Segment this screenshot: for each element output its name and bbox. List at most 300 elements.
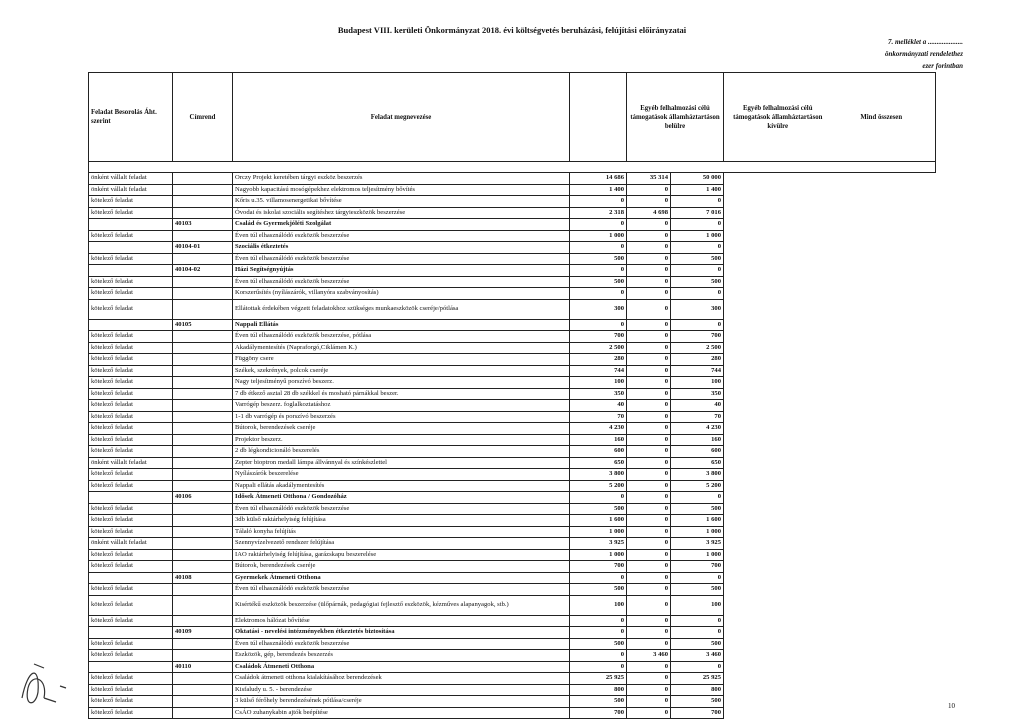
cell-type: kötelező feladat — [89, 684, 173, 696]
cell-empty — [724, 265, 936, 277]
cell-type: kötelező feladat — [89, 276, 173, 288]
cell-code: 40103 — [173, 219, 233, 231]
cell-name: Kisértékű eszközök beszerzése (ülőpárnák, pedagógiai fejlesztő eszközök, kézműves alapanyagok, stb.) — [233, 595, 570, 615]
cell-outside: 0 — [627, 469, 671, 481]
cell-inside: 800 — [570, 684, 627, 696]
cell-outside: 0 — [627, 526, 671, 538]
cell-outside: 0 — [627, 288, 671, 300]
cell-type — [89, 265, 173, 277]
cell-code: 40109 — [173, 627, 233, 639]
cell-outside: 35 314 — [627, 173, 671, 185]
cell-total: 3 800 — [671, 469, 724, 481]
section-row — [89, 219, 936, 231]
cell-total: 3 925 — [671, 538, 724, 550]
cell-type: kötelező feladat — [89, 342, 173, 354]
cell-code — [173, 276, 233, 288]
cell-outside: 0 — [627, 684, 671, 696]
cell-type: kötelező feladat — [89, 411, 173, 423]
cell-type: kötelező feladat — [89, 253, 173, 265]
cell-type: kötelező feladat — [89, 207, 173, 219]
cell-name: Házi Segítségnyújtás — [233, 265, 570, 277]
cell-type — [89, 661, 173, 673]
cell-code — [173, 638, 233, 650]
cell-outside: 0 — [627, 595, 671, 615]
cell-total: 50 000 — [671, 173, 724, 185]
cell-code — [173, 434, 233, 446]
cell-outside: 0 — [627, 515, 671, 527]
cell-outside: 0 — [627, 627, 671, 639]
cell-inside: 650 — [570, 457, 627, 469]
cell-type: kötelező feladat — [89, 365, 173, 377]
cell-name: Korszerűsítés (nyílászárók, villanyóra szabványosítás) — [233, 288, 570, 300]
cell-inside: 100 — [570, 595, 627, 615]
cell-code — [173, 377, 233, 389]
cell-type: kötelező feladat — [89, 377, 173, 389]
budget-table — [88, 72, 936, 719]
cell-code: 40108 — [173, 572, 233, 584]
cell-inside: 1 600 — [570, 515, 627, 527]
table-row — [89, 595, 936, 615]
cell-total: 0 — [671, 615, 724, 627]
cell-outside: 0 — [627, 354, 671, 366]
unit-label: ezer forintban — [922, 62, 963, 70]
cell-code — [173, 469, 233, 481]
cell-code — [173, 446, 233, 458]
cell-name: Nappali ellátás akadálymentesítés — [233, 480, 570, 492]
cell-inside: 1 000 — [570, 526, 627, 538]
cell-code — [173, 549, 233, 561]
cell-total: 0 — [671, 572, 724, 584]
cell-inside: 500 — [570, 253, 627, 265]
section-row — [89, 242, 936, 254]
cell-outside: 0 — [627, 480, 671, 492]
cell-name: Eszközök, gép, berendezés beszerzés — [233, 650, 570, 662]
cell-type: kötelező feladat — [89, 584, 173, 596]
cell-total: 1 000 — [671, 549, 724, 561]
cell-inside: 2 500 — [570, 342, 627, 354]
cell-empty — [724, 173, 936, 185]
cell-empty — [724, 673, 936, 685]
cell-name: Éven túl elhasználódó eszközök beszerzése — [233, 230, 570, 242]
cell-code — [173, 207, 233, 219]
cell-total: 500 — [671, 253, 724, 265]
cell-total: 500 — [671, 696, 724, 708]
table-row — [89, 184, 936, 196]
cell-empty — [724, 342, 936, 354]
section-row — [89, 661, 936, 673]
decree-label: önkormányzati rendelethez — [885, 50, 963, 58]
table-row — [89, 638, 936, 650]
cell-inside: 0 — [570, 288, 627, 300]
cell-empty — [724, 377, 936, 389]
cell-inside: 0 — [570, 265, 627, 277]
cell-inside: 500 — [570, 696, 627, 708]
cell-empty — [724, 515, 936, 527]
cell-type: kötelező feladat — [89, 400, 173, 412]
cell-empty — [724, 549, 936, 561]
cell-name: Családok Átmeneti Otthona — [233, 661, 570, 673]
cell-code — [173, 423, 233, 435]
cell-total: 1 000 — [671, 526, 724, 538]
table-row — [89, 365, 936, 377]
cell-total: 100 — [671, 595, 724, 615]
cell-empty — [724, 319, 936, 331]
cell-empty — [724, 503, 936, 515]
cell-inside: 5 200 — [570, 480, 627, 492]
cell-total: 100 — [671, 377, 724, 389]
cell-outside: 0 — [627, 434, 671, 446]
col-header-outside: Egyéb felhalmozási célú támogatások államháztartáson kívülre — [733, 104, 823, 130]
cell-type: kötelező feladat — [89, 515, 173, 527]
cell-total: 4 230 — [671, 423, 724, 435]
cell-type: önként vállalt feladat — [89, 538, 173, 550]
cell-inside: 25 925 — [570, 673, 627, 685]
table-row — [89, 207, 936, 219]
cell-inside: 0 — [570, 627, 627, 639]
cell-empty — [724, 572, 936, 584]
cell-name: Tálaló konyha felújítás — [233, 526, 570, 538]
cell-name: 1-1 db varrógép és porszívó beszerzés — [233, 411, 570, 423]
cell-total: 280 — [671, 354, 724, 366]
cell-outside: 0 — [627, 377, 671, 389]
cell-code — [173, 561, 233, 573]
cell-inside: 3 800 — [570, 469, 627, 481]
cell-inside: 100 — [570, 377, 627, 389]
cell-code — [173, 253, 233, 265]
cell-outside: 0 — [627, 219, 671, 231]
cell-empty — [724, 650, 936, 662]
cell-inside: 0 — [570, 650, 627, 662]
cell-type — [89, 242, 173, 254]
cell-outside: 0 — [627, 388, 671, 400]
cell-code — [173, 173, 233, 185]
cell-empty — [724, 365, 936, 377]
section-row — [89, 265, 936, 277]
cell-name: Család és Gyermekjóléti Szolgálat — [233, 219, 570, 231]
col-header-inside-text: Egyéb felhalmozási célú támogatások államháztartáson belülre — [627, 73, 724, 162]
spacer-row — [89, 162, 936, 173]
cell-name: Függöny csere — [233, 354, 570, 366]
cell-outside: 0 — [627, 492, 671, 504]
cell-total: 70 — [671, 411, 724, 423]
cell-empty — [724, 538, 936, 550]
table-row — [89, 457, 936, 469]
cell-code — [173, 615, 233, 627]
cell-outside: 0 — [627, 673, 671, 685]
cell-inside: 0 — [570, 196, 627, 208]
col-header-type: Feladat Besorolás Áht. szerint — [89, 73, 173, 162]
section-row — [89, 627, 936, 639]
cell-code — [173, 526, 233, 538]
table-row — [89, 707, 936, 719]
cell-type: kötelező feladat — [89, 331, 173, 343]
table-row — [89, 615, 936, 627]
cell-type: kötelező feladat — [89, 526, 173, 538]
cell-total: 800 — [671, 684, 724, 696]
cell-outside: 0 — [627, 253, 671, 265]
cell-name: Kisfaludy u. 5. - berendezése — [233, 684, 570, 696]
cell-total: 500 — [671, 584, 724, 596]
cell-code — [173, 299, 233, 319]
cell-empty — [724, 434, 936, 446]
cell-inside: 70 — [570, 411, 627, 423]
cell-code — [173, 400, 233, 412]
cell-empty — [724, 331, 936, 343]
cell-code — [173, 288, 233, 300]
cell-type: kötelező feladat — [89, 288, 173, 300]
cell-empty — [724, 354, 936, 366]
cell-name: 3db külső raktárhelyiség felújítása — [233, 515, 570, 527]
page-number: 10 — [948, 702, 955, 710]
cell-empty — [724, 615, 936, 627]
cell-code: 40104-02 — [173, 265, 233, 277]
cell-total: 600 — [671, 446, 724, 458]
cell-empty — [724, 457, 936, 469]
cell-name: Oktatási - nevelési intézményekben étkeztetés biztosítása — [233, 627, 570, 639]
cell-inside: 500 — [570, 503, 627, 515]
cell-code — [173, 457, 233, 469]
cell-outside: 3 460 — [627, 650, 671, 662]
cell-total: 2 500 — [671, 342, 724, 354]
table-row — [89, 549, 936, 561]
cell-empty — [724, 627, 936, 639]
table-row — [89, 354, 936, 366]
cell-empty — [724, 411, 936, 423]
cell-total: 40 — [671, 400, 724, 412]
cell-name: Éven túl elhasználódó eszközök beszerzése — [233, 503, 570, 515]
table-row — [89, 230, 936, 242]
cell-outside: 0 — [627, 299, 671, 319]
cell-name: Projektor beszerz. — [233, 434, 570, 446]
cell-type: kötelező feladat — [89, 549, 173, 561]
cell-empty — [724, 584, 936, 596]
cell-total: 7 016 — [671, 207, 724, 219]
cell-name: Éven túl elhasználódó eszközök beszerzése, pótlása — [233, 331, 570, 343]
cell-total: 0 — [671, 242, 724, 254]
cell-type: kötelező feladat — [89, 354, 173, 366]
cell-name: IAO raktárhelyiség felújítása, garázskapu beszerelése — [233, 549, 570, 561]
table-row — [89, 526, 936, 538]
cell-outside: 0 — [627, 411, 671, 423]
cell-code — [173, 584, 233, 596]
annex-label: 7. melléklet a .................... — [887, 38, 963, 46]
table-row — [89, 469, 936, 481]
cell-empty — [724, 230, 936, 242]
table-row — [89, 673, 936, 685]
cell-type: kötelező feladat — [89, 707, 173, 719]
cell-type: kötelező feladat — [89, 480, 173, 492]
cell-type — [89, 319, 173, 331]
cell-total: 650 — [671, 457, 724, 469]
cell-total: 5 200 — [671, 480, 724, 492]
cell-total: 744 — [671, 365, 724, 377]
table-row — [89, 342, 936, 354]
cell-name: 3 külső férőhely berendezésének pótlása/cseréje — [233, 696, 570, 708]
cell-code — [173, 673, 233, 685]
cell-outside: 0 — [627, 615, 671, 627]
cell-name: Családok átmeneti otthona kialakításához berendezések — [233, 673, 570, 685]
cell-outside: 0 — [627, 242, 671, 254]
cell-code — [173, 342, 233, 354]
cell-name: Orczy Projekt keretében tárgyi eszköz beszerzés — [233, 173, 570, 185]
table-row — [89, 503, 936, 515]
cell-total: 1 400 — [671, 184, 724, 196]
cell-inside: 40 — [570, 400, 627, 412]
cell-total: 3 460 — [671, 650, 724, 662]
cell-total: 300 — [671, 299, 724, 319]
cell-outside: 0 — [627, 331, 671, 343]
cell-name: Szennyvízelvezető rendszer felújítása — [233, 538, 570, 550]
header-row — [89, 73, 936, 162]
cell-outside: 0 — [627, 457, 671, 469]
cell-outside: 0 — [627, 342, 671, 354]
cell-outside: 0 — [627, 572, 671, 584]
cell-inside: 500 — [570, 584, 627, 596]
cell-inside: 1 000 — [570, 549, 627, 561]
cell-total: 0 — [671, 196, 724, 208]
cell-inside: 500 — [570, 276, 627, 288]
cell-name: Nagyobb kapacitású mosógépekhez elektromos teljesítmény bővítés — [233, 184, 570, 196]
cell-inside: 3 925 — [570, 538, 627, 550]
cell-empty — [724, 661, 936, 673]
cell-name: Éven túl elhasználódó eszközök beszerzése — [233, 638, 570, 650]
cell-code — [173, 503, 233, 515]
cell-inside: 1 400 — [570, 184, 627, 196]
col-header-total: Mind összesen — [860, 113, 903, 121]
cell-name: Éven túl elhasználódó eszközök beszerzése — [233, 253, 570, 265]
cell-inside: 1 000 — [570, 230, 627, 242]
cell-total: 0 — [671, 661, 724, 673]
cell-name: Nappali Ellátás — [233, 319, 570, 331]
cell-type: kötelező feladat — [89, 696, 173, 708]
cell-code — [173, 650, 233, 662]
cell-total: 0 — [671, 219, 724, 231]
cell-code — [173, 707, 233, 719]
cell-empty — [724, 638, 936, 650]
cell-type — [89, 572, 173, 584]
table-row — [89, 423, 936, 435]
cell-empty — [724, 684, 936, 696]
table-body — [89, 173, 936, 719]
cell-inside: 0 — [570, 319, 627, 331]
section-row — [89, 572, 936, 584]
cell-total: 0 — [671, 627, 724, 639]
cell-empty — [724, 526, 936, 538]
cell-name: Székek, szekrények, polcok cseréje — [233, 365, 570, 377]
cell-code — [173, 184, 233, 196]
cell-name: Nagy teljesítményű porszívó beszerz. — [233, 377, 570, 389]
cell-name: Varrógép beszerz. foglalkoztatáshoz — [233, 400, 570, 412]
cell-code — [173, 331, 233, 343]
cell-type: kötelező feladat — [89, 469, 173, 481]
cell-outside: 0 — [627, 696, 671, 708]
cell-empty — [724, 696, 936, 708]
col-header-code: Címrend — [173, 73, 233, 162]
table-row — [89, 434, 936, 446]
cell-outside: 0 — [627, 365, 671, 377]
cell-inside: 0 — [570, 572, 627, 584]
cell-empty — [724, 480, 936, 492]
cell-total: 160 — [671, 434, 724, 446]
table-row — [89, 173, 936, 185]
cell-code — [173, 196, 233, 208]
table-row — [89, 561, 936, 573]
cell-code — [173, 411, 233, 423]
table-row — [89, 377, 936, 389]
table-row — [89, 480, 936, 492]
cell-name: Nyílászárók beszerelése — [233, 469, 570, 481]
cell-empty — [724, 446, 936, 458]
cell-name: Bútorok, berendezések cseréje — [233, 423, 570, 435]
cell-outside: 0 — [627, 276, 671, 288]
table-row — [89, 411, 936, 423]
cell-type: kötelező feladat — [89, 196, 173, 208]
cell-empty — [724, 207, 936, 219]
table-row — [89, 400, 936, 412]
cell-name: Kőris u.35. villamosenergetikai bővítése — [233, 196, 570, 208]
table-row — [89, 299, 936, 319]
cell-type: kötelező feladat — [89, 615, 173, 627]
cell-inside: 160 — [570, 434, 627, 446]
cell-empty — [724, 288, 936, 300]
cell-inside: 0 — [570, 219, 627, 231]
cell-code — [173, 595, 233, 615]
cell-total: 0 — [671, 288, 724, 300]
cell-type: kötelező feladat — [89, 650, 173, 662]
cell-code — [173, 538, 233, 550]
cell-name: Éven túl elhasználódó eszközök beszerzése — [233, 584, 570, 596]
cell-type: kötelező feladat — [89, 595, 173, 615]
cell-name: Bútorok, berendezések cseréje — [233, 561, 570, 573]
cell-name: Éven túl elhasználódó eszközök beszerzése — [233, 276, 570, 288]
cell-outside: 0 — [627, 538, 671, 550]
cell-empty — [724, 253, 936, 265]
cell-total: 1 600 — [671, 515, 724, 527]
cell-inside: 350 — [570, 388, 627, 400]
table-row — [89, 684, 936, 696]
cell-type: kötelező feladat — [89, 503, 173, 515]
cell-type: kötelező feladat — [89, 423, 173, 435]
cell-name: Szociális étkeztetés — [233, 242, 570, 254]
cell-total: 500 — [671, 276, 724, 288]
cell-name: Akadálymentesítés (Napraforgó,Ciklámen K.) — [233, 342, 570, 354]
cell-name: Elektromos hálózat bővítése — [233, 615, 570, 627]
section-row — [89, 319, 936, 331]
cell-type — [89, 627, 173, 639]
table-row — [89, 515, 936, 527]
cell-type: önként vállalt feladat — [89, 457, 173, 469]
page-title: Budapest VIII. kerületi Önkormányzat 2018. évi költségvetés beruházási, felújítási előirányzatai — [337, 25, 687, 35]
cell-inside: 0 — [570, 242, 627, 254]
cell-empty — [724, 196, 936, 208]
cell-code — [173, 354, 233, 366]
table-row — [89, 196, 936, 208]
cell-type — [89, 492, 173, 504]
cell-outside: 0 — [627, 196, 671, 208]
cell-code — [173, 684, 233, 696]
cell-type — [89, 219, 173, 231]
cell-outside: 0 — [627, 707, 671, 719]
cell-empty — [724, 423, 936, 435]
cell-outside: 0 — [627, 584, 671, 596]
cell-code — [173, 480, 233, 492]
section-row — [89, 492, 936, 504]
cell-outside: 0 — [627, 446, 671, 458]
cell-total: 25 925 — [671, 673, 724, 685]
cell-empty — [724, 184, 936, 196]
cell-inside: 14 686 — [570, 173, 627, 185]
table-row — [89, 276, 936, 288]
